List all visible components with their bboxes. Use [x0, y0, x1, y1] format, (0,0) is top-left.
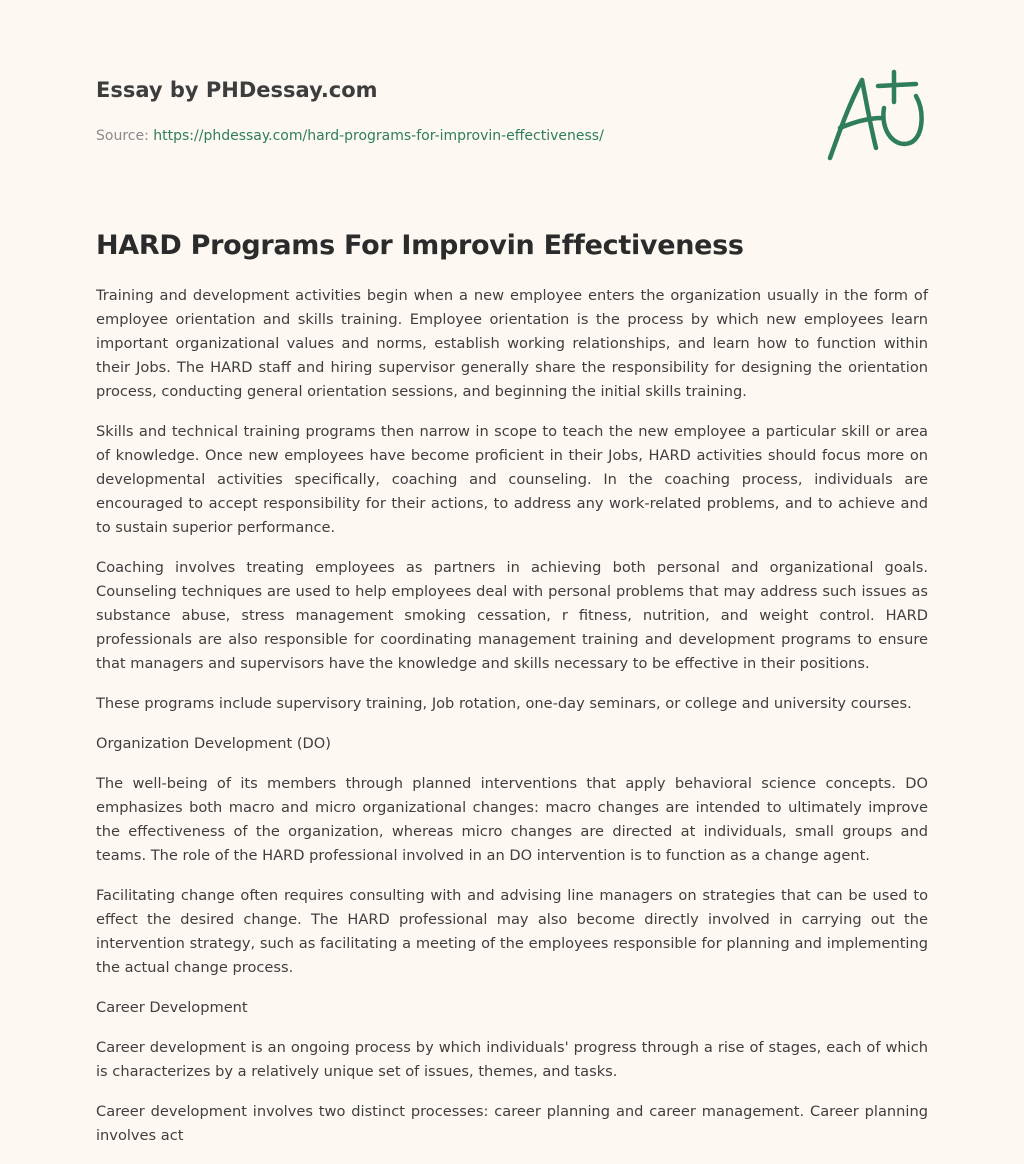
paragraph: The well-being of its members through planned interventions that apply behavioral science concepts. DO emphasizes both macro and micro organizational changes: macro changes are intended to ultimately improve the effectiveness of the organization, whereas micro changes are directed at individuals, small groups and teams. The role of the HARD professional involved in an DO intervention is to function as a change agent. [96, 775, 928, 864]
section-heading: Organization Development (DO) [96, 735, 331, 752]
source-label: Source: [96, 128, 154, 144]
essay-header [96, 76, 796, 146]
essay-body [96, 284, 928, 1164]
paragraph: Training and development activities begin when a new employee enters the organization usually in the form of employee orientation and skills training. Employee orientation is the process by which new employees learn important organizational values and norms, establish working relationships, and learn how to function within their Jobs. The HARD staff and hiring supervisor generally share the responsibility for designing the orientation process, conducting general orientation sessions, and beginning the initial skills training. [96, 287, 928, 400]
paragraph: Skills and technical training programs then narrow in scope to teach the new employee a particular skill or area of knowledge. Once new employees have become proficient in their Jobs, HARD activities should focus more on developmental activities specifically, coaching and counseling. In the coaching process, individuals are encouraged to accept responsibility for their actions, to address any work-related problems, and to achieve and to sustain superior performance. [96, 423, 928, 536]
paragraph: Coaching involves treating employees as partners in achieving both personal and organizational goals. Counseling techniques are used to help employees deal with personal problems that may address such issues as substance abuse, stress management smoking cessation, r fitness, nutrition, and weight control. HARD professionals are also responsible for coordinating management training and development programs to ensure that managers and supervisors have the knowledge and skills necessary to be effective in their positions. [96, 559, 928, 672]
essay-title: HARD Programs For Improvin Effectiveness [96, 230, 744, 261]
source-line [96, 126, 796, 146]
brand-title: Essay by PHDessay.com [96, 78, 378, 102]
a-plus-grade-icon [820, 66, 930, 166]
paragraph: Career development is an ongoing process by which individuals' progress through a rise of stages, each of which is characterizes by a relatively unique set of issues, themes, and tasks. [96, 1039, 928, 1080]
source-link[interactable]: https://phdessay.com/hard-programs-for-improvin-effectiveness/ [153, 128, 604, 144]
paragraph: Facilitating change often requires consulting with and advising line managers on strategies that can be used to effect the desired change. The HARD professional may also become directly involved in carrying out the intervention strategy, such as facilitating a meeting of the employees responsible for planning and implementing the actual change process. [96, 887, 928, 976]
paragraph: These programs include supervisory training, Job rotation, one-day seminars, or college and university courses. [96, 695, 912, 712]
section-heading: Career Development [96, 999, 248, 1016]
a-plus-logo-svg [820, 66, 930, 166]
paragraph: Career development involves two distinct processes: career planning and career management. Career planning involves act [96, 1103, 928, 1144]
